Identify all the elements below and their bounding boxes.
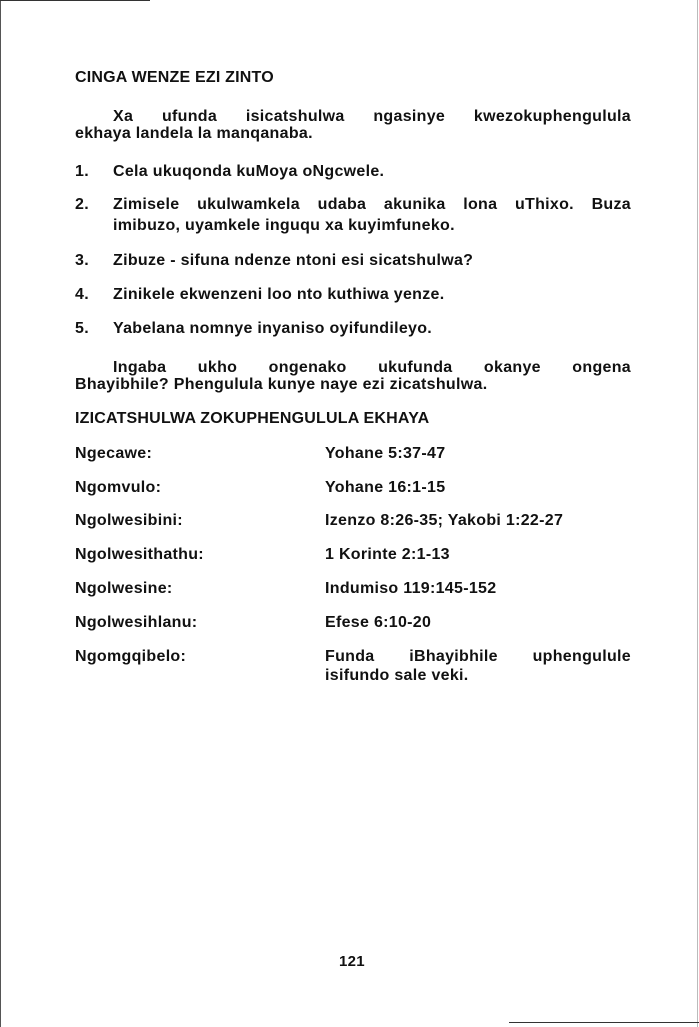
step-number: 2.: [75, 196, 89, 213]
scan-edge-bottom: [509, 1022, 699, 1023]
step-text: Zinikele ekwenzeni loo nto kuthiwa yenze.: [113, 286, 445, 303]
step-text: Zimisele ukulwamkela udaba akunika lona uThixo. Buza: [113, 196, 631, 213]
reading-reference: Izenzo 8:26-35; Yakobi 1:22-27: [325, 512, 564, 529]
reading-day: Ngolwesithathu:: [75, 546, 204, 563]
page-number: 121: [339, 953, 365, 970]
section-heading: CINGA WENZE EZI ZINTO: [75, 69, 274, 86]
step-text: Yabelana nomnye inyaniso oyifundileyo.: [113, 320, 433, 337]
reading-day: Ngomvulo:: [75, 479, 162, 496]
intro-text: Xa ufunda isicatshulwa ngasinye kwezokuphengulula: [113, 108, 631, 125]
reading-day: Ngolwesibini:: [75, 512, 183, 529]
reading-reference: Yohane 5:37-47: [325, 445, 446, 462]
reading-day: Ngecawe:: [75, 445, 153, 462]
step-number: 3.: [75, 252, 89, 269]
reading-day: Ngolwesine:: [75, 580, 173, 597]
reading-reference: Funda iBhayibhile uphengulule: [325, 648, 631, 665]
step-number: 1.: [75, 163, 89, 180]
scan-edge-right: [697, 0, 698, 1027]
reading-reference: Efese 6:10-20: [325, 614, 432, 631]
reading-reference: Indumiso 119:145-152: [325, 580, 497, 597]
step-text: imibuzo, uyamkele inguqu xa kuyimfuneko.: [113, 217, 455, 234]
reading-reference: Yohane 16:1-15: [325, 479, 446, 496]
section-heading: IZICATSHULWA ZOKUPHENGULULA EKHAYA: [75, 410, 430, 427]
reading-reference: 1 Korinte 2:1-13: [325, 546, 450, 563]
reading-day: Ngolwesihlanu:: [75, 614, 198, 631]
outro-text: Ingaba ukho ongenako ukufunda okanye ongena: [113, 359, 631, 376]
scan-edge-top: [0, 0, 150, 1]
scan-edge-left: [0, 0, 1, 1027]
step-text: Zibuze - sifuna ndenze ntoni esi sicatshulwa?: [113, 252, 474, 269]
intro-text: ekhaya landela la manqanaba.: [75, 125, 313, 142]
step-number: 4.: [75, 286, 89, 303]
step-number: 5.: [75, 320, 89, 337]
reading-reference: isifundo sale veki.: [325, 667, 469, 684]
reading-day: Ngomgqibelo:: [75, 648, 187, 665]
outro-text: Bhayibhile? Phengulula kunye naye ezi zicatshulwa.: [75, 376, 488, 393]
step-text: Cela ukuqonda kuMoya oNgcwele.: [113, 163, 385, 180]
